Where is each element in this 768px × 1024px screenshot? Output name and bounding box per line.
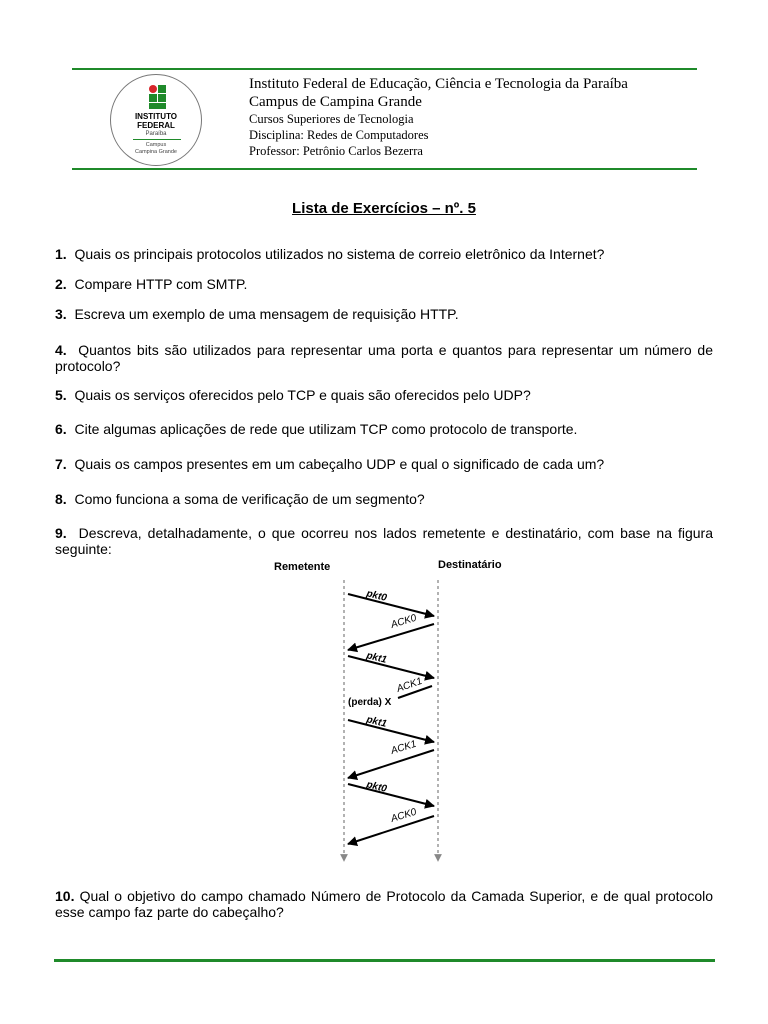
message-label: ACK1 [389, 738, 418, 757]
logo-text-line: INSTITUTO [134, 112, 178, 121]
institute-name: Instituto Federal de Educação, Ciência e Tecnologia da Paraíba [249, 76, 628, 92]
question-text: Escreva um exemplo de uma mensagem de requisição HTTP. [74, 306, 459, 322]
logo-text-line: Campus [145, 142, 167, 148]
logo-text-line: FEDERAL [137, 121, 175, 130]
question-number: 6. [55, 421, 67, 437]
question-item [55, 888, 713, 920]
institute-logo [110, 74, 202, 166]
message-label: pkt1 [365, 714, 388, 730]
message-arrow [348, 784, 434, 806]
question-item [55, 276, 713, 292]
message-label: ACK0 [389, 806, 418, 825]
question-number: 2. [55, 276, 67, 292]
question-text: Cite algumas aplicações de rede que utilizam TCP como protocolo de transporte. [74, 421, 578, 437]
question-text: Quais os serviços oferecidos pelo TCP e quais são oferecidos pelo UDP? [74, 387, 531, 403]
logo-square [149, 94, 157, 102]
question-item [55, 387, 713, 403]
discipline-name: Disciplina: Redes de Computadores [249, 128, 429, 142]
question-number: 8. [55, 491, 67, 507]
footer-rule [54, 959, 715, 962]
question-item [55, 421, 713, 437]
logo-square [158, 94, 166, 102]
header-bottom-rule [72, 168, 697, 170]
question-text: Qual o objetivo do campo chamado Número de Protocolo da Camada Superior, e de qual protocolo esse campo faz parte do cabeçalho? [55, 888, 714, 920]
message-label: pkt1 [365, 650, 388, 666]
header-top-rule [72, 68, 697, 70]
question-item [55, 306, 713, 322]
logo-text-line: Paraíba [145, 131, 167, 137]
logo-square [149, 103, 166, 109]
question-number: 4. [55, 342, 67, 358]
question-number: 1. [55, 246, 67, 262]
question-item [55, 525, 713, 557]
logo-divider [133, 139, 181, 140]
question-item [55, 491, 713, 507]
page-title: Lista de Exercícios – nº. 5 [292, 200, 476, 217]
question-text: Como funciona a soma de verificação de um segmento? [74, 491, 425, 507]
question-number: 3. [55, 306, 67, 322]
loss-label: (perda) X [348, 697, 392, 708]
message-arrow [348, 656, 434, 678]
question-text: Quantos bits são utilizados para representar uma porta e quantos para representar um número de protocolo? [55, 342, 713, 374]
stop-and-wait-diagram [262, 554, 522, 866]
question-text: Compare HTTP com SMTP. [74, 276, 248, 292]
professor-name: Professor: Petrônio Carlos Bezerra [249, 144, 423, 158]
question-item [55, 246, 713, 262]
campus-name: Campus de Campina Grande [249, 94, 422, 110]
question-item [55, 342, 713, 374]
question-text: Descreva, detalhadamente, o que ocorreu nos lados remetente e destinatário, com base na figura seguinte: [55, 525, 714, 557]
message-label: ACK0 [389, 612, 418, 631]
logo-dot-red [149, 85, 157, 93]
message-label: pkt0 [365, 588, 388, 604]
message-label: ACK1 [395, 675, 424, 695]
question-text: Quais os principais protocolos utilizados no sistema de correio eletrônico da Internet? [74, 246, 605, 262]
logo-text-line: Campina Grande [135, 149, 177, 155]
message-label: pkt0 [365, 779, 388, 795]
message-arrow [348, 720, 434, 742]
question-number: 7. [55, 456, 67, 472]
message-arrow [348, 594, 434, 616]
course-name: Cursos Superiores de Tecnologia [249, 112, 414, 126]
question-text: Quais os campos presentes em um cabeçalho UDP e qual o significado de cada um? [74, 456, 605, 472]
message-arrow [348, 750, 434, 778]
sender-label: Remetente [274, 561, 331, 573]
question-number: 5. [55, 387, 67, 403]
question-number: 10. [55, 888, 75, 904]
question-number: 9. [55, 525, 67, 541]
receiver-label: Destinatário [438, 559, 502, 571]
logo-square [158, 85, 166, 93]
question-item [55, 456, 713, 472]
